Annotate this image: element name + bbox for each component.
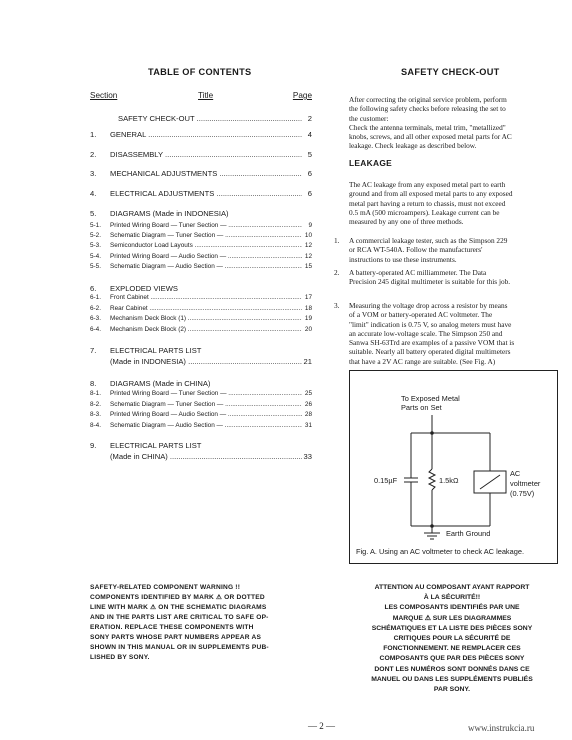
toc-row-title: EXPLODED VIEWS <box>110 284 178 293</box>
toc-row-title: Semiconductor Load Layouts ..... <box>110 242 302 249</box>
method-line: suitable. Nearly all battery operated digital multimeters <box>349 347 511 357</box>
warning-line: ERATION. REPLACE THESE COMPONENTS WITH <box>90 624 254 631</box>
warning-line: COMPONENTS IDENTIFIED BY MARK ⚠ OR DOTTED <box>90 594 265 601</box>
figure-a <box>349 370 558 564</box>
intro-line: the customer: <box>349 113 389 123</box>
toc-row-number: 7. <box>90 346 97 355</box>
method-line: A commercial leakage tester, such as the Simpson 229 <box>349 236 508 245</box>
toc-row-number: 6. <box>90 284 97 293</box>
ground-label: Earth Ground <box>446 529 491 538</box>
leakage-line: metal part having a return to chassis, must not exceed <box>349 198 506 208</box>
toc-row-title: Rear Cabinet ..... <box>110 305 302 312</box>
toc-row-title: Printed Wiring Board — Tuner Section — ..... <box>110 390 302 397</box>
toc-row-title: ELECTRICAL PARTS LIST <box>110 441 202 450</box>
toc-row-page: 5 <box>307 150 312 159</box>
toc-row-page: 17 <box>304 294 312 301</box>
toc-row-title: GENERAL ..... <box>110 130 302 139</box>
method-line: Sanwa SH-63Trd are examples of a passive VOM that is <box>349 338 515 348</box>
toc-row-page: 6 <box>307 169 312 178</box>
toc-row-page: 31 <box>304 422 312 429</box>
toc-row-title: Printed Wiring Board — Audio Section — ..... <box>110 253 302 260</box>
toc-row <box>90 222 312 232</box>
method-line: Measuring the voltage drop across a resistor by means <box>349 301 508 310</box>
toc-row-title: Schematic Diagram — Audio Section — ..... <box>110 263 302 270</box>
safety-title: SAFETY CHECK-OUT <box>401 67 500 77</box>
method-line: A battery-operated AC milliammeter. The Data <box>349 268 487 277</box>
method-line: instructions to use these instruments. <box>349 254 457 264</box>
method-line: "limit" indication is 0.75 V, so analog meters must have <box>349 319 512 329</box>
voltmeter-needle <box>480 475 500 489</box>
toc-row-title: Schematic Diagram — Tuner Section — ..... <box>110 232 302 239</box>
toc-row-page: 12 <box>304 253 312 260</box>
toc-row-number: 2. <box>90 150 97 159</box>
toc-row-number: 5-3. <box>90 242 102 249</box>
method-text <box>349 268 561 287</box>
toc-row-page: 9 <box>308 222 312 229</box>
warning-line: LISHED BY SONY. <box>90 654 150 661</box>
warning-line: SHOWN IN THIS MANUAL OR IN SUPPLEMENTS PUB- <box>90 644 269 651</box>
toc-row-number: 5-1. <box>90 222 102 229</box>
toc-row-title: MECHANICAL ADJUSTMENTS ..... <box>110 169 302 178</box>
toc-row-title: SAFETY CHECK-OUT ..... <box>118 114 302 123</box>
toc-row-title: (Made in CHINA) ..... <box>110 452 302 461</box>
toc-row-title: DISASSEMBLY ..... <box>110 150 302 159</box>
safety-intro <box>349 95 559 151</box>
meter-label-2: voltmeter <box>510 479 541 488</box>
toc-row <box>90 390 312 400</box>
toc-row-title: Front Cabinet ..... <box>110 294 302 301</box>
safety-warning-french <box>346 583 558 695</box>
toc-row-number: 5-2. <box>90 232 102 239</box>
toc-row <box>90 326 312 336</box>
leakage-text <box>349 180 559 226</box>
warning-line: SONY PARTS WHOSE PART NUMBERS APPEAR AS <box>90 634 262 641</box>
warning-line-fr: PAR SONY. <box>433 686 471 694</box>
toc-row-title: (Made in INDONESIA) ..... <box>110 357 302 366</box>
leakage-line: The AC leakage from any exposed metal part to earth <box>349 180 506 189</box>
warning-line: AND IN THE PARTS LIST ARE CRITICAL TO SAFE OP- <box>90 614 269 621</box>
toc-row <box>90 379 312 389</box>
toc-row-page: 33 <box>303 452 312 461</box>
figure-label-top-1: To Exposed Metal <box>401 394 460 403</box>
toc-row-title: ELECTRICAL PARTS LIST <box>110 346 202 355</box>
leakage-line: ground and from all exposed metal parts to any exposed <box>349 189 513 199</box>
toc-row-page: 26 <box>304 401 312 408</box>
toc-row-page: 10 <box>304 232 312 239</box>
toc-row-title: Printed Wiring Board — Audio Section — ..... <box>110 411 302 418</box>
node-top <box>430 431 434 435</box>
meter-label-3: (0.75V) <box>510 489 535 498</box>
toc-row-number: 6-2. <box>90 305 102 312</box>
toc-row <box>90 242 312 252</box>
leakage-line: 0.5 mA (500 microampers). Leakage current can be <box>349 207 500 217</box>
capacitor-label: 0.15µF <box>374 476 398 485</box>
toc-row <box>90 263 312 273</box>
warning-line-fr: MARQUE ⚠ SUR LES DIAGRAMMES <box>392 614 512 622</box>
toc-row-page: 28 <box>304 411 312 418</box>
toc-row <box>90 232 312 242</box>
toc-row-number: 8. <box>90 379 97 388</box>
toc-row-number: 3. <box>90 169 97 178</box>
toc-row <box>90 357 312 367</box>
safety-warning-english <box>90 583 318 663</box>
toc-row-number: 1. <box>90 130 97 139</box>
method-line: of a VOM or battery-operated AC voltmeter. The <box>349 310 493 320</box>
intro-line: knobs, screws, and all other exposed metal parts for AC <box>349 132 512 142</box>
page-number: — 2 — <box>308 721 335 731</box>
leakage-line: measured by any one of three methods. <box>349 217 464 227</box>
toc-row <box>90 441 312 451</box>
warning-line-fr: DONT LES NUMÉROS SONT DONNÉS DANS CE <box>374 665 530 673</box>
toc-row-number: 6-1. <box>90 294 102 301</box>
toc-row <box>90 114 312 124</box>
warning-line: LINE WITH MARK ⚠ ON THE SCHEMATIC DIAGRAMS <box>90 604 267 611</box>
toc-row-page: 25 <box>304 390 312 397</box>
toc-row-page: 21 <box>303 357 312 366</box>
toc-row-number: 6-4. <box>90 326 102 333</box>
toc-row-page: 6 <box>307 189 312 198</box>
warning-line: SAFETY-RELATED COMPONENT WARNING !! <box>90 584 241 591</box>
toc-row-number: 8-2. <box>90 401 102 408</box>
toc-row <box>90 150 312 160</box>
method-line: Precision 245 digital multimeter is suitable for this job. <box>349 277 511 287</box>
toc-row-page: 18 <box>304 305 312 312</box>
toc-row <box>90 189 312 199</box>
method-line: or RCA WT-540A. Follow the manufacturers' <box>349 245 483 255</box>
warning-line-fr: FONCTIONNEMENT. NE REMPLACER CES <box>383 645 521 653</box>
warning-line-fr: MANUEL OU DANS LES SUPPLÉMENTS PUBLIÉS <box>371 675 533 683</box>
toc-row <box>90 294 312 304</box>
toc-row-number: 5-4. <box>90 253 102 260</box>
toc-row-title: Schematic Diagram — Audio Section — ..... <box>110 422 302 429</box>
toc-row-number: 5. <box>90 209 97 218</box>
toc-row-number: 4. <box>90 189 97 198</box>
toc-row-number: 5-5. <box>90 263 102 270</box>
method-text <box>349 236 561 264</box>
toc-row <box>90 422 312 432</box>
toc-row-title: DIAGRAMS (Made in INDONESIA) <box>110 209 229 218</box>
toc-row-number: 8-3. <box>90 411 102 418</box>
method-number: 1. <box>334 236 340 245</box>
toc-row-page: 4 <box>307 130 312 139</box>
toc-col-section: Section <box>90 91 118 100</box>
warning-line-fr: COMPOSANTS QUE PAR DES PIÈCES SONY <box>379 655 525 663</box>
figure-label-top-2: Parts on Set <box>401 403 442 412</box>
toc-row <box>90 284 312 294</box>
toc-row <box>90 346 312 356</box>
toc-row-number: 8-4. <box>90 422 102 429</box>
intro-line: After correcting the original service problem, perform <box>349 95 507 104</box>
toc-row <box>90 209 312 219</box>
warning-line-fr: LES COMPOSANTS IDENTIFIÉS PAR UNE <box>384 604 520 612</box>
intro-line: the following safety checks before releasing the set to <box>349 104 506 114</box>
toc-row-number: 6-3. <box>90 315 102 322</box>
resistor-symbol <box>429 469 435 490</box>
toc-row-number: 8-1. <box>90 390 102 397</box>
toc-row <box>90 253 312 263</box>
toc-row-title: Mechanism Deck Block (2) ..... <box>110 326 302 333</box>
method-text <box>349 301 561 366</box>
toc-row-page: 15 <box>304 263 312 270</box>
figure-caption: Fig. A. Using an AC voltmeter to check AC leakage. <box>356 547 525 556</box>
warning-line-fr: À LA SÉCURITÉ!! <box>423 594 481 602</box>
leakage-heading: LEAKAGE <box>349 158 393 168</box>
toc-row-title: Mechanism Deck Block (1) ..... <box>110 315 302 322</box>
toc-row-title: Schematic Diagram — Tuner Section — ..... <box>110 401 302 408</box>
meter-label-1: AC <box>510 469 521 478</box>
resistor-label: 1.5kΩ <box>439 476 459 485</box>
toc-row <box>90 305 312 315</box>
toc-row <box>90 401 312 411</box>
toc-row <box>90 169 312 179</box>
node-bottom <box>430 524 434 528</box>
toc-col-page: Page <box>292 91 312 100</box>
toc-row <box>90 130 312 140</box>
toc-row-page: 19 <box>304 315 312 322</box>
toc-row <box>90 452 312 462</box>
toc-row-title: Printed Wiring Board — Tuner Section — ..... <box>110 222 302 229</box>
toc-col-title: Title <box>198 91 214 100</box>
warning-line-fr: SCHÉMATIQUES ET LA LISTE DES PIÈCES SONY <box>371 624 533 632</box>
toc-row-title: ELECTRICAL ADJUSTMENTS ..... <box>110 189 302 198</box>
toc-row-title: DIAGRAMS (Made in CHINA) <box>110 379 211 388</box>
intro-line: leakage. Check leakage as described below. <box>349 141 477 151</box>
method-number: 2. <box>334 268 340 277</box>
method-line: an accurate low-voltage scale. The Simpson 250 and <box>349 328 503 338</box>
intro-line: Check the antenna terminals, metal trim, "metallized" <box>349 122 506 132</box>
warning-line-fr: CRITIQUES POUR LA SÉCURITÉ DE <box>393 635 511 643</box>
toc-row <box>90 411 312 421</box>
toc-title: TABLE OF CONTENTS <box>148 67 252 77</box>
method-line: that have a 2V AC range are suitable. (See Fig. A) <box>349 356 496 366</box>
toc-row <box>90 315 312 325</box>
method-number: 3. <box>334 301 340 310</box>
toc-row-page: 2 <box>307 114 312 123</box>
toc-row-page: 20 <box>304 326 312 333</box>
toc-row-page: 12 <box>304 242 312 249</box>
watermark: www.instrukcia.ru <box>468 723 535 733</box>
toc-row-number: 9. <box>90 441 97 450</box>
warning-line-fr: ATTENTION AU COMPOSANT AYANT RAPPORT <box>374 584 530 591</box>
